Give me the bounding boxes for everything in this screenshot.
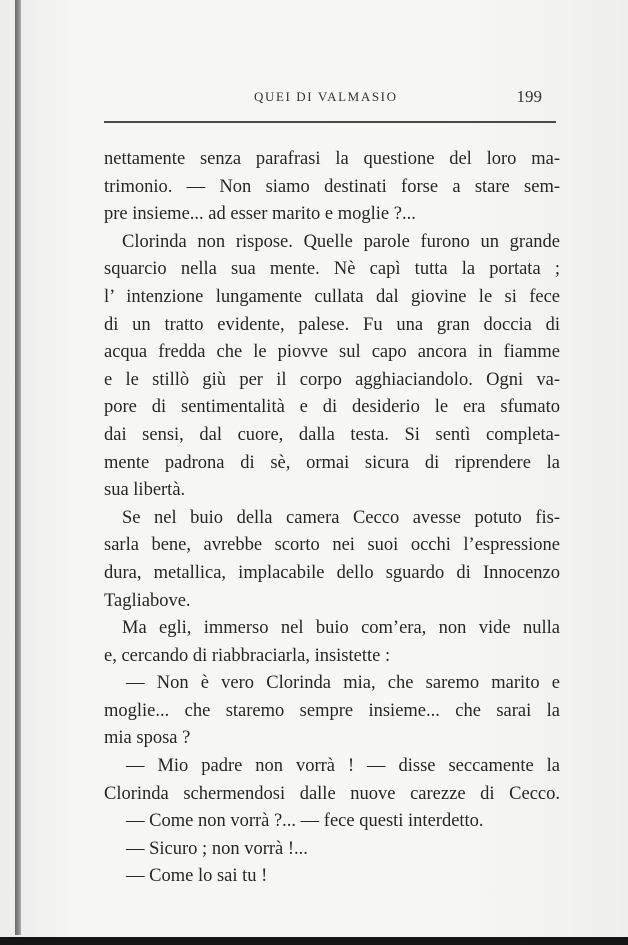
text-line: sarla bene, avrebbe scorto nei suoi occhi l’espressione: [104, 535, 560, 556]
text-line: e le stillò giù per il corpo agghiaciandolo. Ogni va-: [104, 369, 560, 390]
text-line: — Come non vorrà ?... — fece questi interdetto.: [126, 811, 484, 832]
text-line: Clorinda schermendosi dalle nuove carezze di Cecco.: [104, 783, 560, 804]
text-line: Ma egli, immerso nel buio com’era, non vide nulla: [122, 618, 560, 639]
text-line: dai sensi, dal cuore, dalla testa. Si sentì completa-: [104, 424, 560, 445]
text-line: Se nel buio della camera Cecco avesse potuto fis-: [122, 507, 560, 528]
text-line: pre insieme... ad esser marito e moglie ?...: [104, 204, 416, 225]
text-line: — Non è vero Clorinda mia, che saremo marito e: [126, 673, 560, 694]
text-line: l’ intenzione lungamente cullata dal giovine le si fece: [104, 286, 560, 307]
scan-bottom-edge: [0, 937, 628, 945]
page-number: 199: [516, 87, 542, 106]
body-text: [104, 146, 560, 891]
text-line: Clorinda non rispose. Quelle parole furono un grande: [122, 231, 560, 252]
page-binding-edge: [15, 0, 21, 935]
page-header: [104, 89, 556, 113]
text-line: — Come lo sai tu !: [126, 866, 268, 887]
text-line: e, cercando di riabbraciarla, insistette :: [104, 645, 391, 666]
text-line: — Mio padre non vorrà ! — disse seccamente la: [126, 756, 560, 777]
text-line: trimonio. — Non siamo destinati forse a stare sem-: [104, 176, 560, 197]
text-line: dura, metallica, implacabile dello sguardo di Innocenzo: [104, 562, 560, 583]
text-line: — Sicuro ; non vorrà !...: [126, 838, 308, 859]
text-line: acqua fredda che le piovve sul capo ancora in fiamme: [104, 342, 560, 363]
text-line: Tagliabove.: [104, 590, 191, 611]
text-line: moglie... che staremo sempre insieme... che sarai la: [104, 700, 560, 721]
text-line: di un tratto evidente, palese. Fu una gran doccia di: [104, 314, 560, 335]
text-line: pore di sentimentalità e di desiderio le era sfumato: [104, 397, 560, 418]
text-line: mia sposa ?: [104, 728, 191, 749]
text-line: nettamente senza parafrasi la questione del loro ma-: [104, 149, 560, 169]
text-line: sua libertà.: [104, 480, 186, 501]
text-line: squarcio nella sua mente. Nè capì tutta la portata ;: [104, 259, 560, 280]
text-line: mente padrona di sè, ormai sicura di riprendere la: [104, 452, 560, 473]
running-title: QUEI DI VALMASIO: [254, 89, 398, 104]
header-rule: [104, 121, 556, 123]
